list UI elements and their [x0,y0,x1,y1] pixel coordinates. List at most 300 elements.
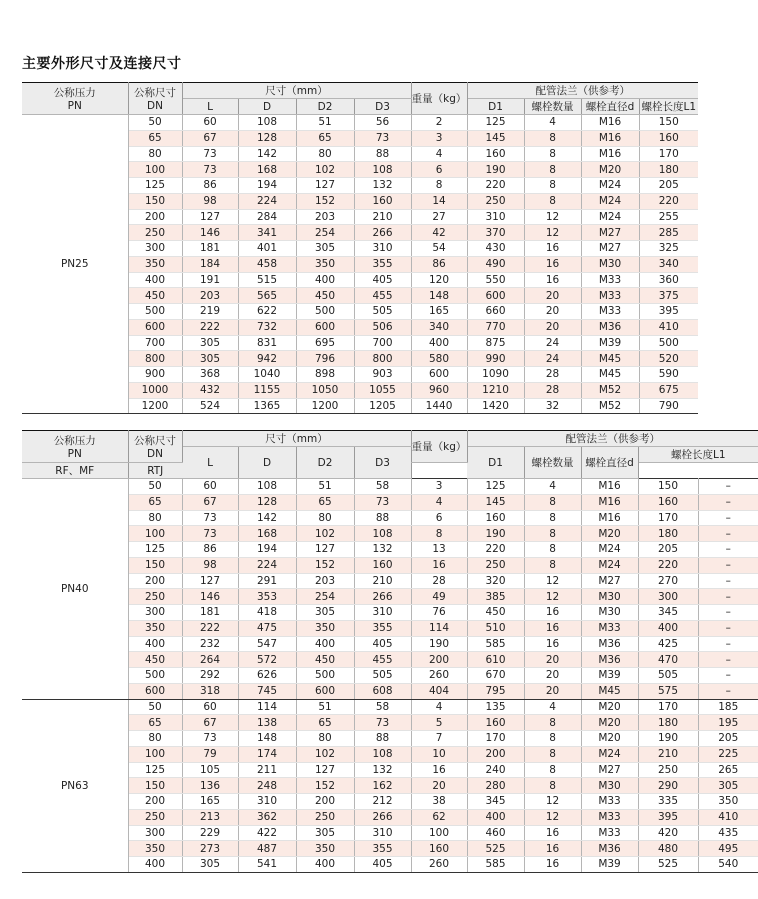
table-cell: 12 [524,589,581,605]
table-cell: 500 [128,668,182,684]
table-cell: 505 [638,668,698,684]
table-row [22,683,758,699]
table-cell: 160 [467,146,524,162]
table-cell: 240 [467,762,524,778]
table-cell: 8 [524,146,581,162]
table-cell: 1055 [354,382,411,398]
table-cell: 73 [182,526,238,542]
table-cell: 500 [296,304,354,320]
table-row [22,510,758,526]
table-cell: 355 [354,620,411,636]
table-cell: 108 [354,746,411,762]
table-cell: 195 [698,715,758,731]
table-cell: 170 [467,731,524,747]
table-cell: 127 [296,762,354,778]
table-cell: 73 [354,130,411,146]
header-dn-line2: DN [147,448,163,460]
table-row [22,589,758,605]
table-cell: M16 [581,494,638,510]
header-bolt-count: 螺栓数量 [524,99,581,115]
table-row [22,557,758,573]
table-cell: 105 [182,762,238,778]
table-cell: 626 [238,668,296,684]
table-cell: 205 [639,178,698,194]
table-cell: M16 [581,130,639,146]
table-cell: 65 [296,130,354,146]
table-cell: 12 [524,225,581,241]
header-d: D [238,447,296,479]
table-cell: 300 [638,589,698,605]
table-cell: 292 [182,668,238,684]
table-cell: 16 [524,636,581,652]
table-cell: 300 [128,605,182,621]
table-cell: 28 [524,382,581,398]
table-cell: 353 [238,589,296,605]
table-cell: 224 [238,557,296,573]
table-cell: 16 [524,841,581,857]
table-cell: 20 [524,683,581,699]
table-cell: 200 [128,794,182,810]
table-cell: 990 [467,351,524,367]
table-cell: 290 [638,778,698,794]
table-cell: 341 [238,225,296,241]
table-cell: 2 [411,115,467,131]
table-cell: 108 [354,162,411,178]
table-cell: 732 [238,319,296,335]
table-cell: 300 [128,241,182,257]
table-cell: – [698,652,758,668]
header-flange-group: 配管法兰（供参考） [467,83,698,99]
table-cell: 360 [639,272,698,288]
table-cell: 305 [296,825,354,841]
table-cell: – [698,605,758,621]
table-cell: 495 [698,841,758,857]
table-cell: 14 [411,193,467,209]
table-cell: 127 [296,542,354,558]
table-cell: 191 [182,272,238,288]
table-cell: 42 [411,225,467,241]
table-cell: 305 [182,351,238,367]
header-bolt-count: 螺栓数量 [524,447,581,479]
table-cell: M39 [581,668,638,684]
table-cell: 500 [296,668,354,684]
table-cell: 515 [238,272,296,288]
header-bolt-diameter: 螺栓直径d [581,447,638,479]
table-cell: – [698,589,758,605]
table-cell: 108 [238,479,296,495]
table-cell: 900 [128,367,182,383]
table-cell: 170 [638,510,698,526]
table-cell: 73 [182,510,238,526]
table-cell: 6 [411,510,467,526]
header-bolt-length: 螺栓长度L1 [638,447,758,463]
table-cell: 350 [698,794,758,810]
table-cell: 102 [296,526,354,542]
table-cell: 790 [639,398,698,414]
table-cell: M52 [581,382,639,398]
table-cell: 8 [524,162,581,178]
table-cell: 20 [411,778,467,794]
table-cell: 310 [354,605,411,621]
table-cell: 670 [467,668,524,684]
table-cell: 796 [296,351,354,367]
dimension-table-pn40-pn63 [22,430,758,873]
table-row [22,573,758,589]
table-cell: M33 [581,620,638,636]
table-cell: 350 [128,841,182,857]
table-cell: – [698,510,758,526]
table-row [22,479,758,495]
table-cell: 435 [698,825,758,841]
table-cell: 250 [296,809,354,825]
header-dn-line1: 公称尺寸 [134,87,176,99]
table-cell: 8 [524,557,581,573]
table-cell: 500 [128,304,182,320]
table-cell: 73 [354,715,411,731]
table-cell: 98 [182,557,238,573]
table-cell: 212 [354,794,411,810]
table-cell: 138 [238,715,296,731]
table-cell: 335 [638,794,698,810]
table-cell: 220 [639,193,698,209]
table-cell: 100 [128,526,182,542]
table-cell: 458 [238,256,296,272]
table-cell: 622 [238,304,296,320]
table-cell: 260 [411,857,467,873]
table-cell: 575 [638,683,698,699]
table-cell: 146 [182,225,238,241]
table-cell: 73 [182,731,238,747]
table-cell: 525 [467,841,524,857]
table-cell: 404 [411,683,467,699]
table-cell: 210 [354,573,411,589]
table-cell: 960 [411,382,467,398]
table-cell: 185 [698,699,758,715]
header-pn-line2: PN [67,448,82,460]
header-dn-line2: DN [147,100,163,112]
table-cell: 213 [182,809,238,825]
header-dn [128,83,182,115]
table-cell: 455 [354,288,411,304]
table-cell: 264 [182,652,238,668]
table-cell: M27 [581,573,638,589]
table-cell: 60 [182,699,238,715]
table-cell: 350 [296,256,354,272]
table-cell: 266 [354,225,411,241]
table-cell: 8 [524,510,581,526]
table-cell: 600 [411,367,467,383]
table-cell: 225 [698,746,758,762]
table-cell: 211 [238,762,296,778]
table-cell: 200 [128,209,182,225]
pn-cell: PN25 [22,115,128,414]
table-cell: 12 [524,573,581,589]
table-cell: M20 [581,731,638,747]
table-cell: 150 [638,479,698,495]
table-cell: 132 [354,178,411,194]
table-cell: 305 [698,778,758,794]
table-cell: 32 [524,398,581,414]
table-row [22,809,758,825]
table-cell: M39 [581,335,639,351]
table-cell: 160 [638,494,698,510]
table-cell: 405 [354,857,411,873]
table-cell: M33 [581,272,639,288]
table-cell: 200 [467,746,524,762]
table-cell: 8 [524,778,581,794]
table-row [22,699,758,715]
table-cell: 132 [354,542,411,558]
header-d3: D3 [354,447,411,479]
table-cell: 142 [238,510,296,526]
table-cell: M24 [581,193,639,209]
table-cell: 410 [698,809,758,825]
table-row [22,668,758,684]
table-cell: M36 [581,319,639,335]
table-cell: 600 [128,683,182,699]
header-d1: D1 [467,447,524,479]
table-row [22,857,758,873]
table-row [22,841,758,857]
header-bolt-diameter: 螺栓直径d [581,99,639,115]
table-cell: 190 [467,162,524,178]
table-cell: 100 [128,746,182,762]
table-cell: 942 [238,351,296,367]
table-cell: M30 [581,778,638,794]
table-cell: 1200 [296,398,354,414]
table-cell: 190 [467,526,524,542]
table-row [22,494,758,510]
table-cell: 24 [524,351,581,367]
table-cell: 520 [639,351,698,367]
table-cell: 1040 [238,367,296,383]
table-cell: 20 [524,304,581,320]
table-cell: M39 [581,857,638,873]
table-cell: M30 [581,605,638,621]
table-cell: 165 [182,794,238,810]
table-cell: – [698,557,758,573]
table-cell: 8 [524,746,581,762]
pn-cell: PN40 [22,479,128,700]
table-cell: 160 [354,557,411,573]
table-cell: 400 [296,857,354,873]
table-cell: M52 [581,398,639,414]
table-cell: 565 [238,288,296,304]
table-row [22,542,758,558]
table-cell: 200 [411,652,467,668]
table-cell: 4 [524,699,581,715]
table-cell: M45 [581,351,639,367]
table-cell: 745 [238,683,296,699]
table-cell: 132 [354,762,411,778]
table-cell: M24 [581,178,639,194]
table-cell: 80 [128,146,182,162]
table-cell: 1210 [467,382,524,398]
header-pn-line1: 公称压力 [53,435,96,447]
table-cell: 181 [182,605,238,621]
table-cell: 510 [467,620,524,636]
table-cell: 16 [411,557,467,573]
table-cell: M20 [581,526,638,542]
table-cell: 67 [182,494,238,510]
header-d2: D2 [296,447,354,479]
table-cell: 400 [128,857,182,873]
table-cell: 400 [411,335,467,351]
table-cell: 385 [467,589,524,605]
table-cell: 8 [524,731,581,747]
table2-body [22,479,758,873]
table-cell: 135 [467,699,524,715]
table-cell: 224 [238,193,296,209]
table-cell: 355 [354,841,411,857]
table-cell: 128 [238,130,296,146]
table-cell: 254 [296,225,354,241]
header-size-group: 尺寸（mm） [182,431,411,447]
table-cell: 284 [238,209,296,225]
table-cell: 1440 [411,398,467,414]
header-bolt-length-rtj: RTJ [128,463,182,479]
table-cell: 16 [524,605,581,621]
table-cell: 400 [128,272,182,288]
table-cell: 340 [639,256,698,272]
table-row [22,746,758,762]
table-cell: 128 [238,494,296,510]
table-cell: 145 [467,494,524,510]
table-cell: 430 [467,241,524,257]
table-cell: 165 [411,304,467,320]
table-cell: 12 [524,809,581,825]
header-size-group: 尺寸（mm） [182,83,411,99]
table-cell: 16 [524,620,581,636]
table-row [22,778,758,794]
table-cell: 67 [182,130,238,146]
table-cell: 16 [524,256,581,272]
table-cell: 505 [354,668,411,684]
table-cell: 80 [296,146,354,162]
table-row [22,605,758,621]
table-cell: 181 [182,241,238,257]
table-cell: 76 [411,605,467,621]
table-cell: 120 [411,272,467,288]
table-cell: 600 [467,288,524,304]
table-cell: 4 [411,699,467,715]
table-cell: 540 [698,857,758,873]
table-cell: 506 [354,319,411,335]
table-cell: 305 [182,857,238,873]
table-cell: 150 [128,778,182,794]
table-cell: 250 [128,809,182,825]
table-cell: 350 [128,256,182,272]
table-cell: 200 [296,794,354,810]
table-cell: 795 [467,683,524,699]
table-cell: 450 [128,288,182,304]
table-cell: 248 [238,778,296,794]
table-cell: 125 [128,762,182,778]
table-cell: 58 [354,479,411,495]
table-cell: 152 [296,557,354,573]
table-cell: – [698,479,758,495]
page-title: 主要外形尺寸及连接尺寸 [22,56,182,72]
table-cell: 219 [182,304,238,320]
header-pn [22,431,128,463]
table-cell: 270 [638,573,698,589]
table-cell: 255 [639,209,698,225]
table-cell: 305 [182,335,238,351]
table-cell: 898 [296,367,354,383]
table-cell: 422 [238,825,296,841]
table-row [22,636,758,652]
table-cell: 73 [354,494,411,510]
table-cell: 10 [411,746,467,762]
table-cell: 405 [354,636,411,652]
table-cell: 150 [128,557,182,573]
table-cell: 401 [238,241,296,257]
table-cell: 310 [238,794,296,810]
table-cell: 73 [182,162,238,178]
table-cell: 24 [524,335,581,351]
table-cell: 8 [411,178,467,194]
table-cell: M24 [581,557,638,573]
table-cell: 180 [638,715,698,731]
table-cell: M27 [581,762,638,778]
table-row [22,715,758,731]
table-cell: 65 [296,715,354,731]
table-cell: 114 [238,699,296,715]
header-dn-line1: 公称尺寸 [134,435,176,447]
table-cell: 108 [354,526,411,542]
dimension-table-pn25 [22,82,698,414]
table-cell: 13 [411,542,467,558]
table-cell: 400 [296,636,354,652]
header-flange-group: 配管法兰（供参考） [467,431,758,447]
table-cell: 8 [524,193,581,209]
table-cell: M33 [581,288,639,304]
table-cell: 580 [411,351,467,367]
table-cell: 28 [411,573,467,589]
table-cell: 190 [411,636,467,652]
table-cell: 8 [524,494,581,510]
header-pn-line2: PN [67,100,82,112]
table-cell: 65 [296,494,354,510]
table-cell: M33 [581,794,638,810]
table-cell: M33 [581,304,639,320]
table-cell: 450 [128,652,182,668]
table-cell: 500 [639,335,698,351]
table-cell: 12 [524,209,581,225]
table-cell: 660 [467,304,524,320]
table-row [22,526,758,542]
table-cell: 455 [354,652,411,668]
table-cell: – [698,542,758,558]
table-cell: 65 [128,130,182,146]
table-cell: 229 [182,825,238,841]
table-cell: M36 [581,652,638,668]
table-cell: 200 [128,573,182,589]
table-cell: 100 [128,162,182,178]
table-cell: 232 [182,636,238,652]
table-cell: 400 [467,809,524,825]
table-cell: 210 [638,746,698,762]
table-cell: 1365 [238,398,296,414]
table-cell: 368 [182,367,238,383]
table-cell: 108 [238,115,296,131]
table-cell: 51 [296,115,354,131]
table-cell: 550 [467,272,524,288]
table-cell: M16 [581,479,638,495]
table-cell: 1205 [354,398,411,414]
table-cell: 168 [238,526,296,542]
table-cell: 28 [524,367,581,383]
